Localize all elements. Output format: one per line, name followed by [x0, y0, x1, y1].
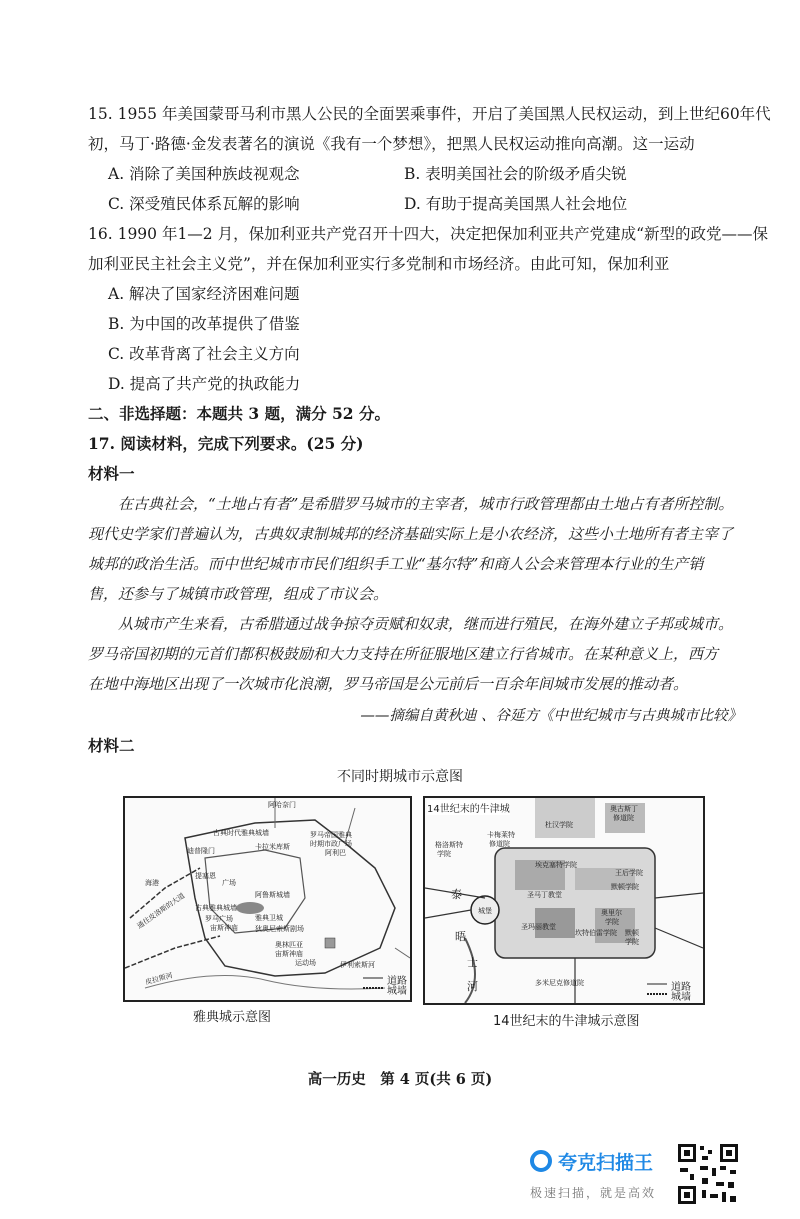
figure-title: 不同时期城市示意图 — [337, 769, 463, 785]
qr-code-icon — [676, 1142, 740, 1206]
athens-map — [123, 796, 412, 1002]
athens-label: 海港 — [145, 879, 159, 887]
q16-stem-line1: 16. 1990 年1—2 月，保加利亚共产党召开十四大，决定把保加利亚共产党建成“新型的政党——保 — [88, 225, 769, 243]
material1-source: ——摘编自黄秋迪 、谷延方《中世纪城市与古典城市比较》 — [360, 708, 742, 724]
q15-stem-line1: 15. 1955 年美国蒙哥马利市黑人公民的全面罢乘事件，开启了美国黑人民权运动，到上世纪60年代 — [88, 105, 771, 123]
material1-p1-line1: 在古典社会，“土地占有者”是希腊罗马城市的主宰者，城市行政管理都由土地占有者所控制。 — [118, 495, 734, 513]
oxford-river-char: 河 — [467, 980, 478, 993]
material1-p2-line1: 从城市产生来看，古希腊通过战争掠夺贡赋和奴隶，继而进行殖民，在海外建立子邦或城市。 — [118, 615, 734, 633]
athens-label: 罗马广场 — [205, 915, 233, 923]
q15-option-c: C. 深受殖民体系瓦解的影响 — [108, 195, 300, 213]
oxford-caption: 14世纪末的牛津城示意图 — [493, 1014, 640, 1029]
athens-label: 提塞恩 — [195, 872, 216, 880]
athens-caption: 雅典城示意图 — [193, 1010, 272, 1025]
athens-label: 阿鲁斯城墙 — [255, 891, 290, 899]
material1-p2-line3: 在地中海地区出现了一次城市化浪潮，罗马帝国是公元前后一百余年间城市发展的推动者。 — [88, 675, 689, 693]
material1-p2-line2: 罗马帝国初期的元首们都积极鼓励和大力支持在所征服地区建立行省城市。在某种意义上，西方 — [88, 645, 719, 663]
oxford-map-title: 14世纪末的牛津城 — [427, 800, 510, 815]
oxford-label: 多米尼克修道院 — [535, 979, 584, 987]
athens-legend-road: 道路 — [387, 976, 407, 987]
q15-option-b: B. 表明美国社会的阶级矛盾尖锐 — [404, 165, 627, 183]
oxford-label: 圣玛丽教堂 — [521, 923, 556, 931]
oxford-label: 学院 — [625, 938, 639, 946]
athens-label: 阿利巴 — [325, 849, 346, 857]
oxford-label: 圣马丁教堂 — [527, 891, 562, 899]
material1-p1-line2: 现代史学家们普遍认为，古典奴隶制城邦的经济基础实际上是小农经济，这些小土地所有者主宰了 — [88, 525, 734, 543]
oxford-label: 坎特伯雷学院 — [575, 929, 617, 937]
page-footer: 高一历史 第 4 页(共 6 页) — [307, 1071, 493, 1088]
material1-p1-line3: 城邦的政治生活。而中世纪城市市民们组织手工业“基尔特”和商人公会来管理本行业的生产销 — [88, 555, 704, 573]
oxford-label: 奥里尔 — [601, 909, 622, 917]
q17-stem: 17. 阅读材料，完成下列要求。(25 分) — [88, 434, 364, 453]
athens-label: 古典雅典城墙 — [195, 904, 237, 912]
athens-label: 皮拉斯河 — [144, 971, 174, 987]
oxford-label: 卡梅莱特 — [487, 831, 515, 839]
oxford-label: 奥古斯丁 — [610, 805, 638, 813]
athens-label: 伊利索斯河 — [340, 961, 375, 969]
q16-option-c: C. 改革背离了社会主义方向 — [108, 345, 300, 363]
athens-label: 狄奥尼索斯剧场 — [255, 925, 304, 933]
q15-stem-line2: 初，马丁·路德·金发表著名的演说《我有一个梦想》，把黑人民权运动推向高潮。这一运动 — [88, 135, 695, 153]
athens-label: 奥林匹亚 — [275, 941, 303, 949]
q15-option-d: D. 有助于提高美国黑人社会地位 — [404, 195, 628, 213]
athens-label: 运动场 — [295, 959, 316, 967]
athens-label: 阿哈奈门 — [268, 801, 296, 809]
athens-legend-wall: 城墙 — [387, 986, 407, 997]
oxford-river-char: 晤 — [455, 930, 466, 943]
athens-label: 时期市政广场 — [310, 840, 352, 848]
q16-option-a: A. 解决了国家经济困难问题 — [108, 285, 300, 303]
athens-label: 雅典卫城 — [255, 914, 283, 922]
athens-label: 通往皮洛斯的大道 — [135, 891, 187, 931]
material1-heading: 材料一 — [88, 464, 135, 483]
scanner-logo-icon — [530, 1150, 552, 1172]
oxford-river-char: 士 — [467, 956, 478, 969]
scanner-brand-title: 夸克扫描王 — [558, 1152, 654, 1174]
oxford-legend-road: 道路 — [671, 982, 691, 993]
oxford-label: 修道院 — [613, 814, 634, 822]
oxford-river-char: 泰 — [451, 888, 462, 901]
q16-stem-line2: 加利亚民主社会主义党”，并在保加利亚实行多党制和市场经济。由此可知，保加利亚 — [88, 255, 670, 273]
oxford-label: 王后学院 — [615, 869, 643, 877]
scanner-brand-subtitle: 极速扫描，就是高效 — [530, 1186, 657, 1200]
oxford-label: 埃克塞特学院 — [535, 861, 577, 869]
oxford-label: 城堡 — [478, 907, 492, 915]
oxford-label: 格洛斯特 — [435, 841, 463, 849]
oxford-label: 杜汉学院 — [545, 821, 573, 829]
athens-label: 迪普隆门 — [187, 847, 215, 855]
q16-option-d: D. 提高了共产党的执政能力 — [108, 375, 301, 393]
athens-label: 宙斯神庙 — [210, 924, 238, 932]
oxford-label: 学院 — [605, 918, 619, 926]
athens-label: 广场 — [222, 879, 236, 887]
oxford-map — [423, 796, 705, 1005]
q16-option-b: B. 为中国的改革提供了借鉴 — [108, 315, 300, 333]
material2-heading: 材料二 — [88, 736, 135, 755]
oxford-label: 默顿 — [625, 929, 639, 937]
oxford-label: 修道院 — [489, 840, 510, 848]
oxford-label: 默顿学院 — [611, 883, 639, 891]
q15-option-a: A. 消除了美国种族歧视观念 — [108, 165, 300, 183]
athens-label: 罗马帝国雅典 — [310, 831, 352, 839]
oxford-legend-wall: 城墙 — [671, 992, 691, 1003]
athens-label: 古典时代雅典城墙 — [213, 829, 269, 837]
material1-p1-line4: 售，还参与了城镇市政管理，组成了市议会。 — [88, 585, 389, 603]
athens-label: 卡拉米库斯 — [255, 843, 290, 851]
athens-label: 宙斯神庙 — [275, 950, 303, 958]
section-heading: 二、非选择题：本题共 3 题，满分 52 分。 — [88, 404, 390, 423]
oxford-label: 学院 — [437, 850, 451, 858]
